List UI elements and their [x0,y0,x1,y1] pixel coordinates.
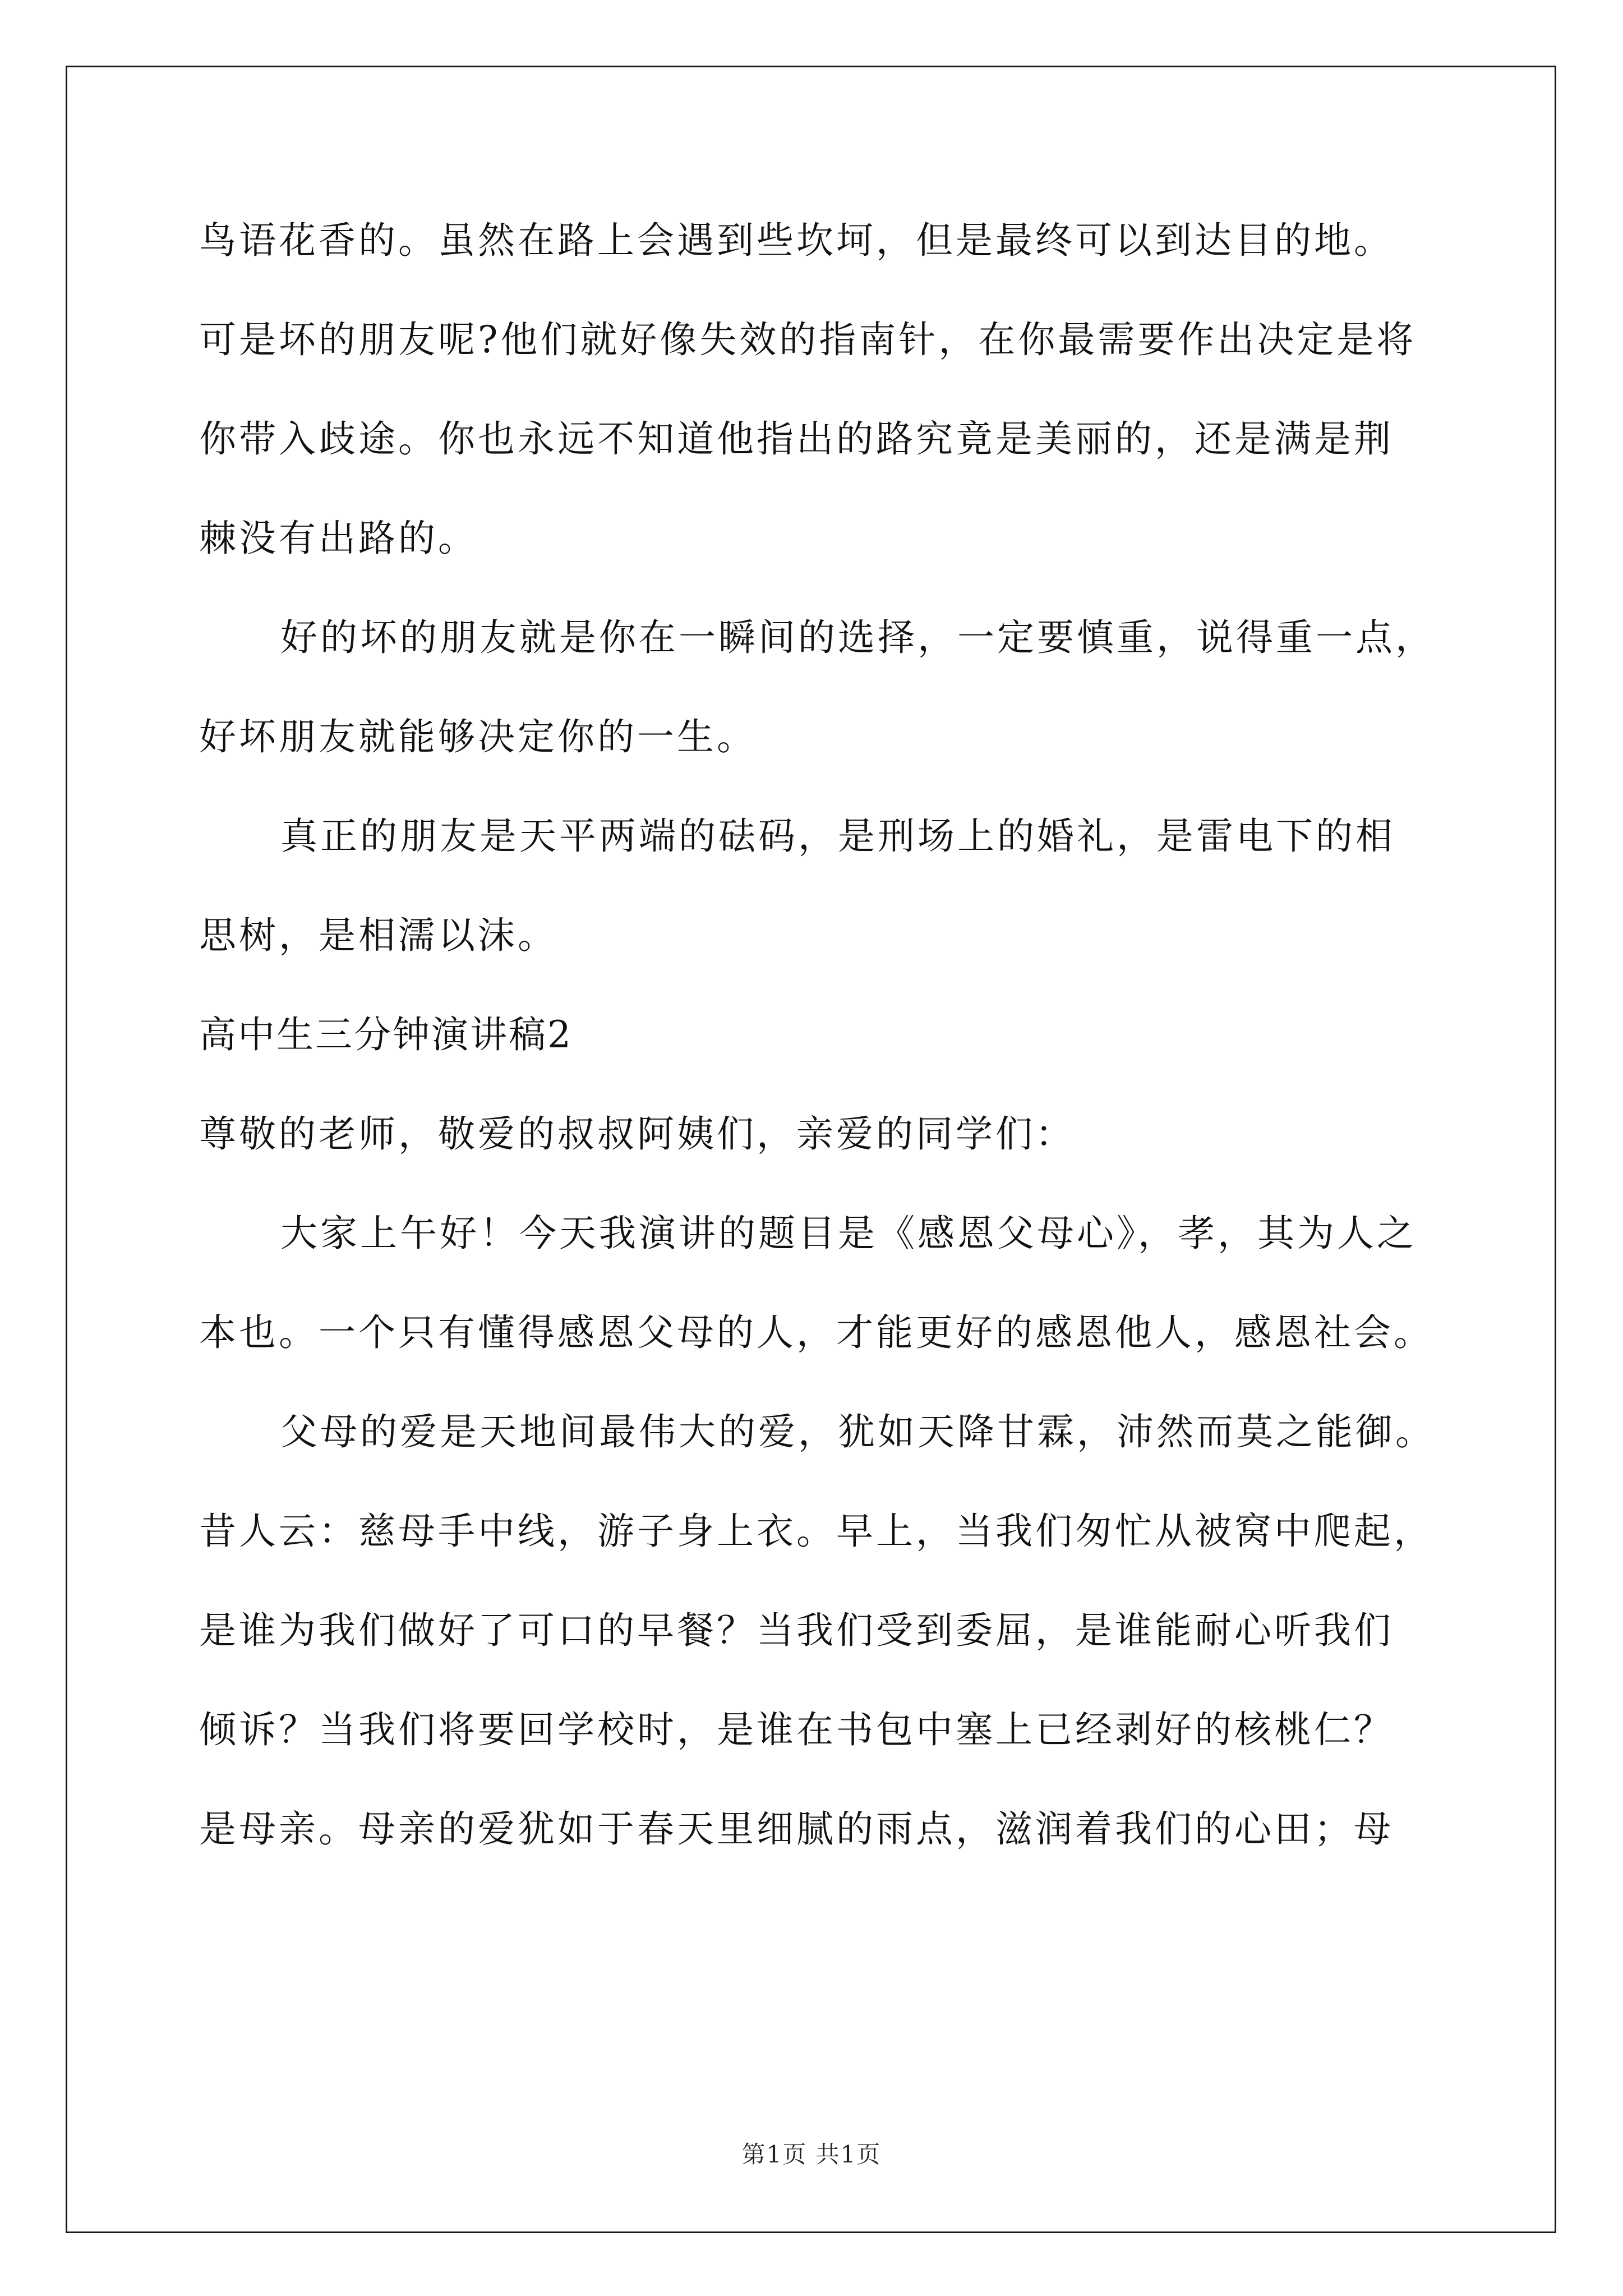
document-body [199,191,1435,1879]
text-line-17: 是母亲。母亲的爱犹如于春天里细腻的雨点，滋润着我们的心田；母 [199,1807,1394,1851]
text-line-15: 是谁为我们做好了可口的早餐？当我们受到委屈，是谁能耐心听我们 [199,1609,1394,1652]
text-line-1: 鸟语花香的。虽然在路上会遇到些坎坷，但是最终可以到达目的地。 [199,219,1394,262]
text-line-2: 可是坏的朋友呢?他们就好像失效的指南针，在你最需要作出决定是将 [199,318,1417,361]
text-line-8: 思树，是相濡以沫。 [199,914,557,957]
text-line-5: 好的坏的朋友就是你在一瞬间的选择，一定要慎重，说得重一点， [280,616,1435,659]
text-line-16: 倾诉？当我们将要回学校时，是谁在书包中塞上已经剥好的核桃仁？ [199,1708,1394,1751]
salutation-line: 尊敬的老师，敬爱的叔叔阿姨们，亲爱的同学们： [199,1112,1075,1156]
text-line-11: 大家上午好！今天我演讲的题目是《感恩父母心》，孝，其为人之 [280,1212,1417,1255]
text-line-6: 好坏朋友就能够决定你的一生。 [199,715,757,758]
text-line-4: 棘没有出路的。 [199,517,478,560]
text-line-3: 你带入歧途。你也永远不知道他指出的路究竟是美丽的，还是满是荆 [199,417,1394,461]
section-heading: 高中生三分钟演讲稿2 [199,1013,573,1056]
text-line-13: 父母的爱是天地间最伟大的爱，犹如天降甘霖，沛然而莫之能御。 [280,1410,1435,1453]
page-number-footer: 第1页 共1页 [741,2141,882,2168]
text-line-7: 真正的朋友是天平两端的砝码，是刑场上的婚礼，是雷电下的相 [280,815,1395,858]
text-line-14: 昔人云：慈母手中线，游子身上衣。早上，当我们匆忙从被窝中爬起， [199,1510,1433,1553]
text-line-12: 本也。一个只有懂得感恩父母的人，才能更好的感恩他人，感恩社会。 [199,1311,1433,1354]
